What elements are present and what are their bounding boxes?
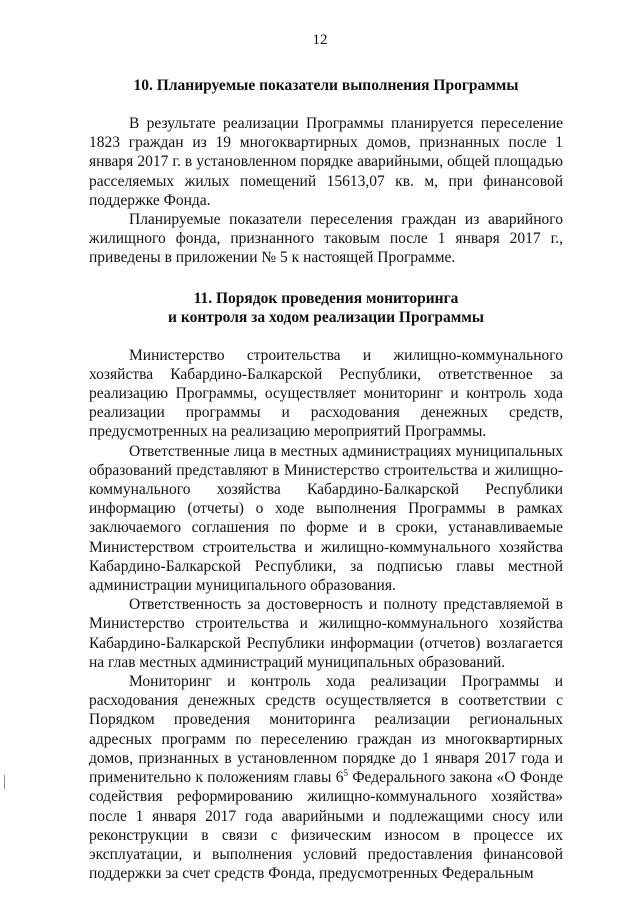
section-11-paragraph-2: Ответственные лица в местных администрациях муниципальных образований представляют в Министерство строительства и жилищно-коммунального хозяйства Кабардино-Балкарской Республики информацию (отчеты) о ходе выполнения Программы в рамках заключаемого соглашения по форме и в сроки, устанавливаемые Министерством строительства и жилищно-коммунального хозяйства Кабардино-Балкарской Республики, за подписью главы местной администрации муниципального образования. bbox=[89, 442, 563, 595]
page-number: 12 bbox=[312, 32, 328, 48]
section-11-paragraph-3: Ответственность за достоверность и полноту представляемой в Министерство строительства и жилищно-коммунального хозяйства Кабардино-Балкарской Республики информации (отчетов) возлагается на глав местных администраций муниципальных образований. bbox=[89, 596, 563, 671]
section-11-title-line-2: и контроля за ходом реализации Программы bbox=[168, 308, 484, 326]
section-11-title-line-1: 11. Порядок проведения мониторинга bbox=[193, 289, 459, 307]
section-10-title: 10. Планируемые показатели выполнения Программы bbox=[133, 77, 519, 94]
paragraph-4-text-end: Федерального закона «О Фонде содействия реформированию жилищно-коммунального хозяйства» после 1 января 2017 года аварийными и подлежащими сносу или реконструкции в связи с физическим износом в процессе их эксплуатации, и выполнения условий предоставления финансовой поддержки за счет средств Фонда, предусмотренных Федеральным bbox=[89, 769, 563, 883]
chapter-superscript: 5 bbox=[343, 767, 348, 778]
section-11-paragraph-1: Министерство строительства и жилищно-коммунального хозяйства Кабардино-Балкарской Республики, ответственное за реализацию Программы, осуществляет мониторинг и контроль хода реализации программы и расходования денежных средств, предусмотренных на реализацию мероприятий Программы. bbox=[89, 346, 563, 441]
section-11-paragraph-4 bbox=[89, 672, 563, 883]
document-body bbox=[89, 76, 563, 883]
section-10-paragraph-1: В результате реализации Программы планируется переселение 1823 граждан из 19 многоквартирных домов, признанных после 1 января 2017 г. в установленном порядке аварийными, общей площадью расселяемых жилых помещений 15613,07 кв. м, при финансовой поддержке Фонда. bbox=[89, 115, 563, 209]
margin-mark bbox=[4, 775, 5, 789]
section-11-title bbox=[89, 289, 563, 327]
section-10-paragraph-2: Планируемые показатели переселения граждан из аварийного жилищного фонда, признанного таковым после 1 января 2017 г., приведены в приложении № 5 к настоящей Программе. bbox=[89, 211, 563, 267]
paragraph-4-text-start: Мониторинг и контроль хода реализации Программы и расходования денежных средств осуществляется в соответствии с Порядком проведения мониторинга реализации региональных адресных программ по переселению граждан из многоквартирных домов, признанных в установленном порядке до 1 января 2017 года и применительно к положениям главы 6 bbox=[89, 673, 563, 787]
